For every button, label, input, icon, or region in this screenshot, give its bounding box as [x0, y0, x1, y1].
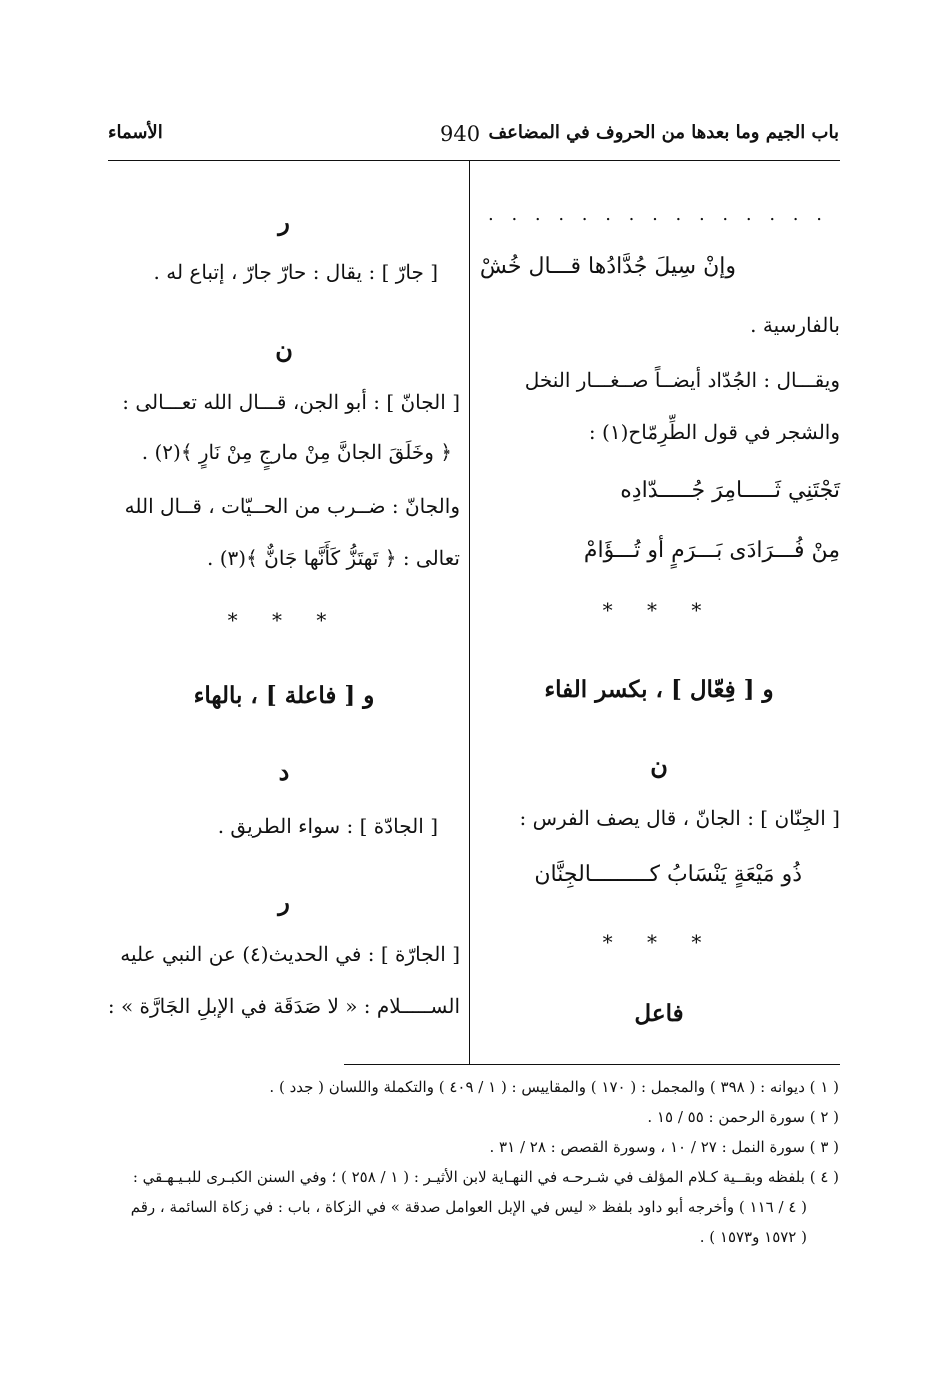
text-line: [ جارّ ] : يقال : حارّ جارّ ، إتباع له .: [153, 260, 438, 284]
ellipsis-line: . . . . . . . . . . . . . . .: [488, 204, 828, 225]
chapter-title: باب الجيم وما بعدها من الحروف في المضاعف: [488, 122, 839, 143]
footnote-4-continued: ( ٤ / ١١٦ ) وأخرجه أبو داود بلفظ « ليس في الإبل العوامل صدقة » في الزكاة ، باب : في زكاة السائمة ، رقم: [130, 1198, 807, 1216]
verse-line: مِنْ فُـــرَادَى بَـــرَمٍ أو تُـــؤَامْ: [583, 538, 840, 563]
root-letter: ن: [275, 335, 293, 364]
footnote-4-continued: ( ١٥٧٢ و١٥٧٣ ) .: [699, 1228, 807, 1246]
section-heading: و [ فاعلة ] ، بالهاء: [193, 682, 375, 709]
footnote-1: ( ١ ) ديوانه : ( ٣٩٨ ) والمجمل : ( ١٧٠ ) والمقاييس : ( ١ / ٤٠٩ ) والتكملة واللسان ( جدد ) .: [269, 1078, 839, 1096]
section-separator: * * *: [602, 598, 716, 622]
quran-quote: تعالى : ﴿ تَهتَزُّ كَأَنَّها جَانٌّ ﴾(٣) .: [207, 546, 460, 570]
hadith-quote: الســـــلام : « لا صَدَقَة في الإبلِ الجَارَّة » :: [107, 994, 460, 1018]
section-separator: * * *: [227, 608, 341, 632]
right-column: [478, 160, 840, 1060]
text-line: ويقـــال : الجُدّاد أيضــاً صــغـــار النخل: [524, 368, 840, 392]
text-line: والشجر في قول الطِّرِمّاح(١) :: [588, 420, 840, 444]
root-letter: د: [278, 757, 290, 786]
text-line: والجانّ : ضــرب من الحــيّات ، قــال الله: [124, 494, 460, 518]
text-line: [ الجانّ ] : أبو الجن، قـــال الله تعـــالى :: [122, 390, 460, 414]
root-letter: ر: [278, 887, 290, 916]
text-line: بالفارسية .: [750, 313, 840, 337]
root-letter: ر: [278, 207, 290, 236]
root-letter: ن: [650, 751, 668, 780]
section-title: الأسماء: [108, 122, 163, 143]
footnote-4: ( ٤ ) بلفظه وبقــية كـلام المؤلف في شـرحـه في النهـاية لابن الأثيـر : ( ١ / ٢٥٨ ) ؛ وفي السنن الكبـرى للبـيـهـقي :: [132, 1168, 839, 1186]
text-line: [ الجادّة ] : سواء الطريق .: [217, 814, 438, 838]
verse-line: ذُو مَيْعَةٍ يَنْسَابُ كـــــــــالجِنَّان: [534, 862, 802, 887]
verse-line: تَجْتَنِي ثَـــــامِرَ جُـــــدّادِه: [620, 478, 840, 503]
column-divider: [469, 160, 470, 1064]
page-number: 940: [440, 122, 481, 146]
footnote-rule: [344, 1064, 840, 1065]
text-line: [ الجِنّان ] : الجانّ ، قال يصف الفرس :: [519, 806, 840, 830]
left-column: [108, 160, 460, 1060]
footnote-3: ( ٣ ) سورة النمل : ٢٧ / ١٠ ، وسورة القصص : ٢٨ / ٣١ .: [489, 1138, 839, 1156]
verse-line: وإنْ سِيلَ جُدَّادُها قـــال خُشْ: [479, 254, 736, 279]
quran-quote: ﴿ وخَلَقَ الجانَّ مِنْ مارجٍ مِنْ نَارٍ ﴾(٢) .: [141, 440, 452, 464]
text-line: [ الجارّة ] : في الحديث(٤) عن النبي عليه: [120, 942, 460, 966]
section-subheading: فاعل: [634, 1000, 684, 1027]
footnote-2: ( ٢ ) سورة الرحمن : ٥٥ / ١٥ .: [647, 1108, 839, 1126]
section-separator: * * *: [602, 930, 716, 954]
section-heading: و [ فِعّال ] ، بكسر الفاء: [544, 676, 774, 703]
